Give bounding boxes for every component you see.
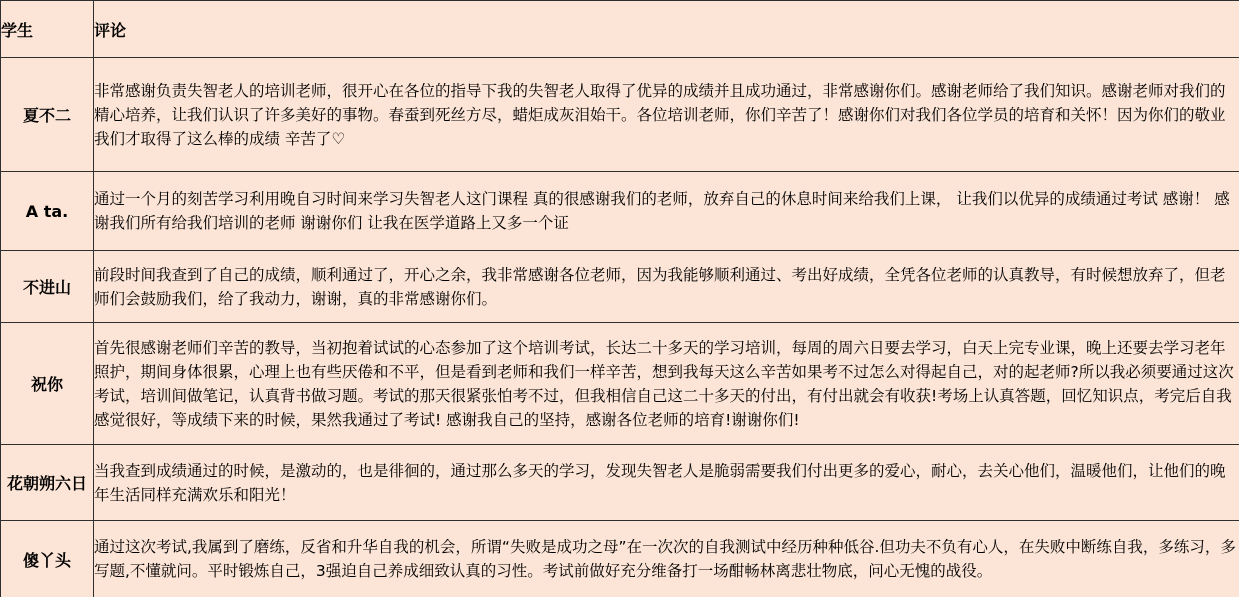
table-row (1, 445, 1239, 521)
header-comment[interactable]: 评论 (94, 1, 1239, 58)
student-name-cell[interactable]: 傻丫头 (1, 521, 94, 597)
header-row (1, 1, 1239, 58)
header-student[interactable]: 学生 (1, 1, 94, 58)
table-row (1, 172, 1239, 251)
table-row (1, 521, 1239, 597)
student-name-cell[interactable]: A ta. (1, 172, 94, 251)
comment-cell[interactable]: 首先很感谢老师们辛苦的教导，当初抱着试试的心态参加了这个培训考试，长达二十多天的学习培训，每周的周六日要去学习，白天上完专业课，晚上还要去学习老年照护，期间身体很累，心理上也有些厌倦和不平，但是看到老师和我们一样辛苦，想到我每天这么辛苦如果考不过怎么对得起自己，对的起老师?所以我必须要通过这次考试，培训间做笔记，认真背书做习题。考试的那天很紧张怕考不过，但我相信自己这二十多天的付出，有付出就会有收获!考场上认真答题，回忆知识点，考完后自我感觉很好，等成绩下来的时候，果然我通过了考试! 感谢我自己的坚持，感谢各位老师的培育!谢谢你们! (94, 323, 1239, 445)
comment-cell[interactable]: 前段时间我查到了自己的成绩，顺利通过了，开心之余，我非常感谢各位老师，因为我能够顺利通过、考出好成绩，全凭各位老师的认真教导，有时候想放弃了，但老师们会鼓励我们，给了我动力，谢谢，真的非常感谢你们。 (94, 251, 1239, 323)
student-name-cell[interactable]: 花朝朔六日 (1, 445, 94, 521)
table-row (1, 323, 1239, 445)
table-row (1, 251, 1239, 323)
comment-cell[interactable]: 通过这次考试,我属到了磨练，反省和升华自我的机会，所谓“失败是成功之母”在一次次的自我测试中经历种种低谷.但功夫不负有心人，在失败中断练自我，多练习，多写题,不懂就问。平时锻炼自己，3强迫自己养成细致认真的习性。考试前做好充分维备打一场酣畅林离悲壮物底，问心无愧的战役。 (94, 521, 1239, 597)
student-name-cell[interactable]: 夏不二 (1, 58, 94, 172)
comment-cell[interactable]: 当我查到成绩通过的时候，是激动的，也是徘徊的，通过那么多天的学习，发现失智老人是脆弱需要我们付出更多的爱心，耐心，去关心他们，温暖他们，让他们的晚年生活同样充满欢乐和阳光！ (94, 445, 1239, 521)
comment-cell[interactable]: 非常感谢负责失智老人的培训老师，很开心在各位的指导下我的失智老人取得了优异的成绩并且成功通过，非常感谢你们。感谢老师给了我们知识。感谢老师对我们的精心培养，让我们认识了许多美好的事物。春蚕到死丝方尽，蜡炬成灰泪始干。各位培训老师，你们辛苦了！感谢你们对我们各位学员的培育和关怀！因为你们的敬业我们才取得了这么棒的成绩 辛苦了♡ (94, 58, 1239, 172)
student-name-cell[interactable]: 不进山 (1, 251, 94, 323)
comment-cell[interactable]: 通过一个月的刻苦学习利用晚自习时间来学习失智老人这门课程 真的很感谢我们的老师，放弃自己的休息时间来给我们上课， 让我们以优异的成绩通过考试 感谢！ 感谢我们所有给我们培训的老师 谢谢你们 让我在医学道路上又多一个证 (94, 172, 1239, 251)
table-row (1, 58, 1239, 172)
student-name-cell[interactable]: 祝你 (1, 323, 94, 445)
